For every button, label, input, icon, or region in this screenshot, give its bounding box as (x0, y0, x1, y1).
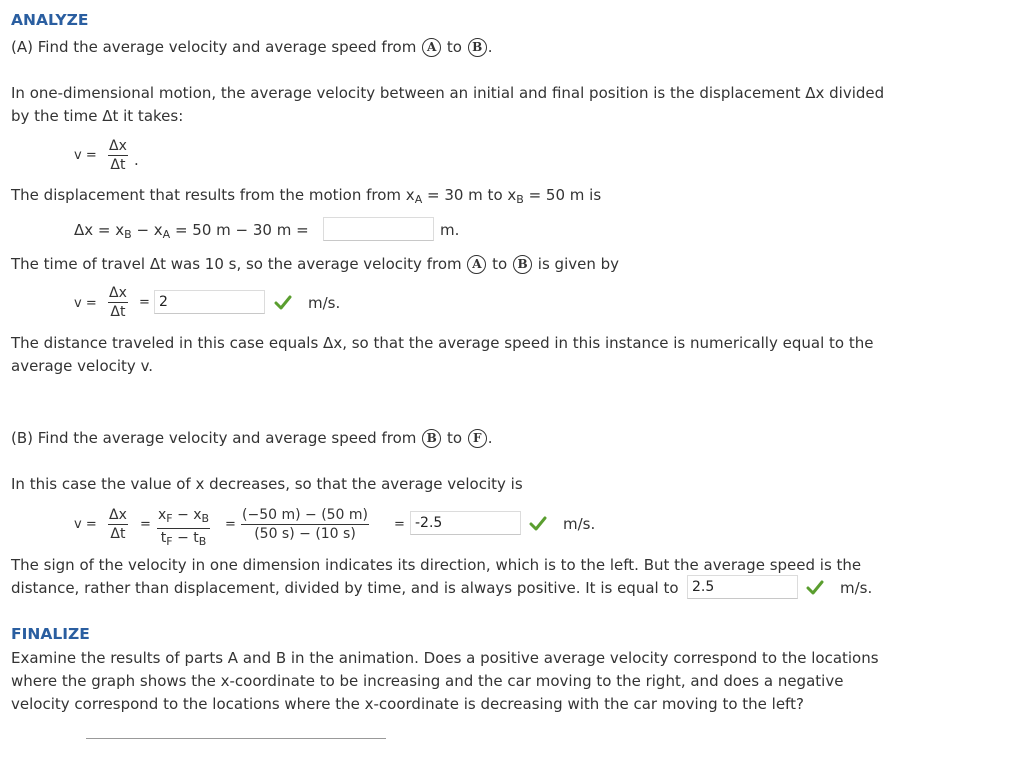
point-f-icon: F (468, 429, 487, 448)
fraction-numerator: Δx (109, 285, 127, 301)
v-equals-1: v = (74, 148, 97, 163)
fraction-numeric (241, 506, 369, 543)
finalize-line-3: velocity correspond to the locations where the x-coordinate is decreasing with the car moving to the left? (11, 695, 804, 713)
equals-sign: = (139, 295, 150, 310)
distance-line-1: The distance traveled in this case equals Δx, so that the average speed in this instance is numerically equal to the (11, 334, 874, 352)
intro-line-1: In one-dimensional motion, the average velocity between an initial and final position is the displacement Δx divided (11, 84, 885, 102)
point-a-icon: A (422, 38, 441, 57)
to-text: to (446, 38, 462, 56)
point-a-icon: A (467, 255, 486, 274)
intro-line-2: by the time Δt it takes: (11, 107, 184, 125)
finalize-line-1: Examine the results of parts A and B in the animation. Does a positive average velocity correspond to the locations (11, 649, 879, 667)
dx-equation (74, 220, 309, 245)
point-b-icon: B (468, 38, 487, 57)
unit-m: m. (440, 221, 460, 239)
part-b-question-text: (B) Find the average velocity and average speed from (11, 429, 417, 447)
check-icon (274, 295, 292, 310)
fraction-numerator: Δx (109, 138, 127, 154)
to-text: to (446, 429, 462, 447)
displacement-sentence (11, 185, 601, 210)
fraction-x-over-t (157, 506, 210, 551)
distance-line-2: average velocity v. (11, 357, 154, 375)
part-b-question (11, 428, 493, 448)
sign-line-2: distance, rather than displacement, divided by time, and is always positive. It is equal to (11, 579, 679, 597)
part-a-question (11, 37, 493, 57)
subscript-b: B (198, 535, 207, 548)
v-equals-3: v = (74, 517, 97, 532)
equals-sign: = (394, 517, 405, 532)
fraction-numerator (157, 506, 210, 529)
fraction-denominator: (50 s) − (10 s) (254, 526, 356, 542)
period: . (487, 38, 493, 56)
minus-t: − t (172, 530, 199, 546)
equals-sign: = (225, 517, 236, 532)
fraction-denominator: Δt (110, 304, 126, 320)
fraction-numerator: Δx (109, 507, 127, 523)
fraction-dx-dt-2 (108, 284, 128, 321)
subscript-a: A (414, 193, 423, 206)
dx-text-c: = 50 m − 30 m = (170, 221, 309, 239)
displacement-input[interactable] (323, 217, 434, 241)
fraction-dx-dt-1 (108, 137, 128, 174)
velocity-b-input[interactable] (410, 511, 521, 535)
unit-m-per-s: m/s. (840, 579, 873, 597)
minus-x: − x (172, 507, 202, 523)
disp-text-a: The displacement that results from the motion from x (11, 186, 415, 204)
part-a-question-text: (A) Find the average velocity and average speed from (11, 38, 417, 56)
given-by-text: is given by (537, 255, 620, 273)
equals-sign: = (140, 517, 151, 532)
speed-input[interactable] (687, 575, 798, 599)
fraction-dx-dt-3 (108, 506, 128, 543)
dx-text-a: Δx = x (74, 221, 125, 239)
unit-m-per-s: m/s. (308, 294, 341, 312)
subscript-f: F (166, 535, 173, 548)
time-text: The time of travel Δt was 10 s, so the average velocity from (11, 255, 462, 273)
subscript-b: B (516, 193, 524, 206)
finalize-line-2: where the graph shows the x-coordinate to be increasing and the car moving to the right, and does a negative (11, 672, 844, 690)
fraction-denominator: Δt (110, 157, 126, 173)
t-symbol: t (160, 530, 167, 546)
point-b-icon: B (422, 429, 441, 448)
subscript-b: B (201, 512, 210, 525)
check-icon (806, 580, 824, 595)
subscript-a: A (162, 228, 171, 241)
to-text: to (492, 255, 508, 273)
period: . (487, 429, 493, 447)
time-sentence (11, 254, 619, 274)
finalize-heading: FINALIZE (11, 625, 90, 643)
point-b-icon: B (513, 255, 532, 274)
subscript-f: F (166, 512, 173, 525)
disp-text-c: = 50 m is (523, 186, 602, 204)
x-symbol: x (158, 507, 167, 523)
sign-line-1: The sign of the velocity in one dimension indicates its direction, which is to the left. But the average speed is the (11, 556, 862, 574)
answer-divider (86, 738, 386, 739)
period: . (134, 151, 139, 169)
velocity-a-input[interactable] (154, 290, 265, 314)
analyze-heading: ANALYZE (11, 11, 89, 29)
check-icon (529, 516, 547, 531)
fraction-denominator: Δt (110, 526, 126, 542)
unit-m-per-s: m/s. (563, 515, 596, 533)
v-equals-2: v = (74, 296, 97, 311)
fraction-numerator: (−50 m) − (50 m) (242, 507, 369, 523)
dx-text-b: − x (131, 221, 163, 239)
decreases-sentence: In this case the value of x decreases, so that the average velocity is (11, 475, 523, 493)
subscript-b: B (124, 228, 132, 241)
fraction-denominator (157, 529, 210, 551)
disp-text-b: = 30 m to x (422, 186, 517, 204)
